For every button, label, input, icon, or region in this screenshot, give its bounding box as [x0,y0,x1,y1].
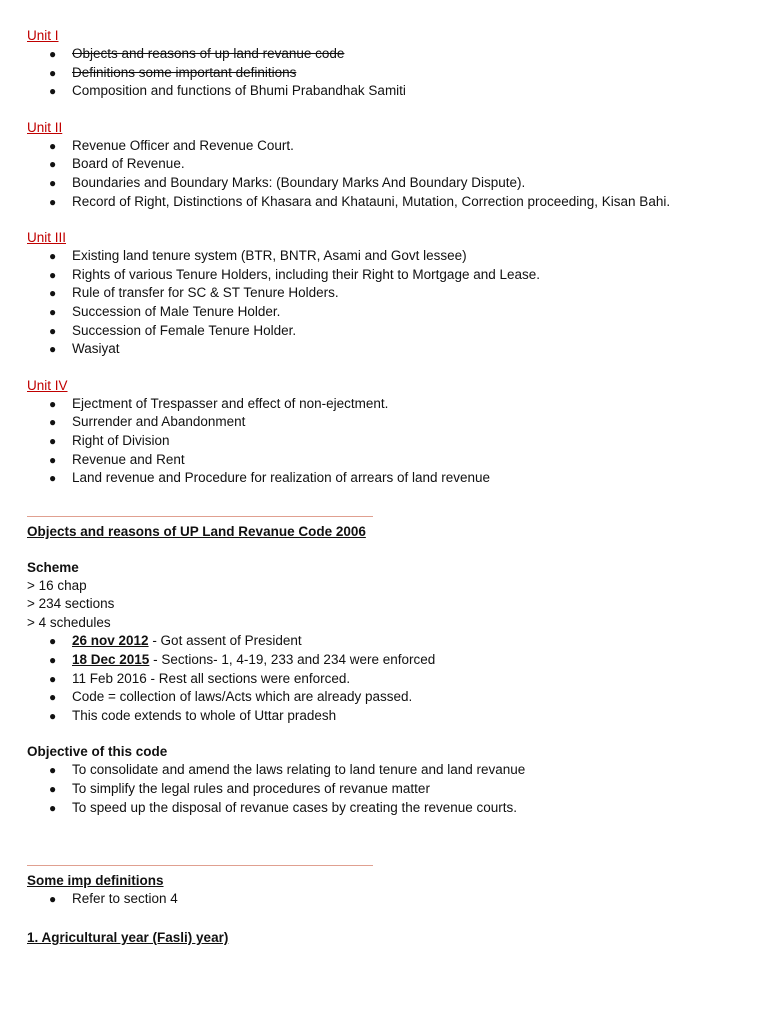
scheme-line: > 16 chap [27,577,87,593]
list-item [27,155,741,174]
list-item [27,670,741,689]
scheme-label: Scheme [27,559,79,575]
list-item [27,340,741,359]
list-item-text: Boundaries and Boundary Marks: (Boundary Marks And Boundary Dispute). [72,174,526,190]
list-item [27,451,741,470]
list-item [27,247,741,266]
list-item [27,761,741,780]
list-item [27,284,741,303]
date-label: 18 Dec 2015 [72,652,150,668]
bullet-icon: ● [49,763,57,778]
list-item [27,632,741,651]
bullet-icon: ● [49,323,57,338]
objects-section-title: Objects and reasons of UP Land Revanue Code 2006 [27,523,366,539]
section-divider [27,865,373,866]
list-item-text: Succession of Female Tenure Holder. [72,322,297,338]
bullet-icon: ● [49,433,57,448]
unit-heading: Unit IV [27,377,68,393]
bullet-icon: ● [49,342,57,357]
list-item [27,82,741,101]
bullet-icon: ● [49,653,57,668]
list-item-text: Ejectment of Trespasser and effect of non-ejectment. [72,395,389,411]
bullet-icon: ● [49,690,57,705]
list-item-text: Board of Revenue. [72,156,185,172]
list-item [27,890,741,909]
unit-heading: Unit I [27,28,59,43]
definition-subheading: 1. Agricultural year (Fasli) year) [27,929,229,945]
list-item-text: To simplify the legal rules and procedures of revanue matter [72,781,430,797]
bullet-icon: ● [49,138,57,153]
unit-heading: Unit II [27,119,63,135]
bullet-icon: ● [49,47,57,61]
bullet-icon: ● [49,194,57,209]
list-item-text: Right of Division [72,432,170,448]
list-item-text: Refer to section 4 [72,891,178,907]
list-item-text: To consolidate and amend the laws relating to land tenure and land revanue [72,762,526,778]
scheme-bullet-list [27,632,741,725]
list-item-text: Definitions some important definitions [72,64,297,80]
list-item-text: Wasiyat [72,341,120,357]
unit-topic-list [27,247,741,359]
list-item [27,688,741,707]
bullet-icon: ● [49,396,57,411]
list-item-text: Surrender and Abandonment [72,414,246,430]
bullet-icon: ● [49,671,57,686]
unit-block [27,101,741,211]
section-divider [27,516,373,517]
bullet-icon: ● [49,471,57,486]
list-item-text: Rule of transfer for SC & ST Tenure Holders. [72,285,339,301]
list-item [27,413,741,432]
bullet-icon: ● [49,304,57,319]
list-item-text: Code = collection of laws/Acts which are already passed. [72,689,413,705]
list-item [27,799,741,818]
date-label: 26 nov 2012 [72,633,149,649]
definitions-section-title: Some imp definitions [27,873,164,889]
list-item [27,193,741,212]
list-item [27,707,741,726]
scheme-line: > 234 sections [27,596,115,612]
bullet-icon: ● [49,65,57,80]
list-item-text: Rights of various Tenure Holders, including their Right to Mortgage and Lease. [72,266,541,282]
unit-topic-list [27,45,741,101]
bullet-icon: ● [49,782,57,797]
list-item [27,137,741,156]
list-item-text: - Got assent of President [148,633,302,649]
list-item [27,651,741,670]
bullet-icon: ● [49,634,57,649]
unit-heading: Unit III [27,230,67,246]
units-list [27,27,741,488]
list-item [27,322,741,341]
list-item [27,45,741,64]
list-item-text: This code extends to whole of Uttar pradesh [72,707,337,723]
list-item-text: - Sections- 1, 4-19, 233 and 234 were enforced [149,652,436,668]
scheme-line: > 4 schedules [27,614,111,630]
list-item-text: Existing land tenure system (BTR, BNTR, Asami and Govt lessee) [72,248,467,264]
unit-block [27,27,741,101]
bullet-icon: ● [49,800,57,815]
bullet-icon: ● [49,175,57,190]
list-item-text: Objects and reasons of up land revanue code [72,46,345,61]
list-item [27,395,741,414]
list-item [27,469,741,488]
list-item [27,174,741,193]
unit-block [27,211,741,359]
bullet-icon: ● [49,286,57,301]
list-item-text: Record of Right, Distinctions of Khasara and Khatauni, Mutation, Correction proceeding, Kisan Bahi. [72,193,671,209]
list-item [27,64,741,83]
definitions-bullet-list [27,890,741,909]
list-item-text: 11 Feb 2016 - Rest all sections were enforced. [72,670,351,686]
list-item-text: Revenue Officer and Revenue Court. [72,137,294,153]
objective-label: Objective of this code [27,744,168,760]
list-item [27,780,741,799]
list-item-text: Succession of Male Tenure Holder. [72,303,281,319]
list-item [27,432,741,451]
bullet-icon: ● [49,892,57,907]
list-item [27,266,741,285]
list-item-text: Composition and functions of Bhumi Prabandhak Samiti [72,83,406,99]
list-item-text: To speed up the disposal of revanue cases by creating the revenue courts. [72,799,518,815]
list-item [27,303,741,322]
objective-bullet-list [27,761,741,817]
list-item-text: Land revenue and Procedure for realization of arrears of land revenue [72,470,491,486]
scheme-lines [27,577,741,633]
bullet-icon: ● [49,708,57,723]
unit-topic-list [27,395,741,488]
unit-block [27,359,741,488]
unit-topic-list [27,137,741,211]
bullet-icon: ● [49,84,57,99]
bullet-icon: ● [49,157,57,172]
bullet-icon: ● [49,415,57,430]
bullet-icon: ● [49,249,57,264]
bullet-icon: ● [49,452,57,467]
list-item-text: Revenue and Rent [72,451,185,467]
bullet-icon: ● [49,267,57,282]
